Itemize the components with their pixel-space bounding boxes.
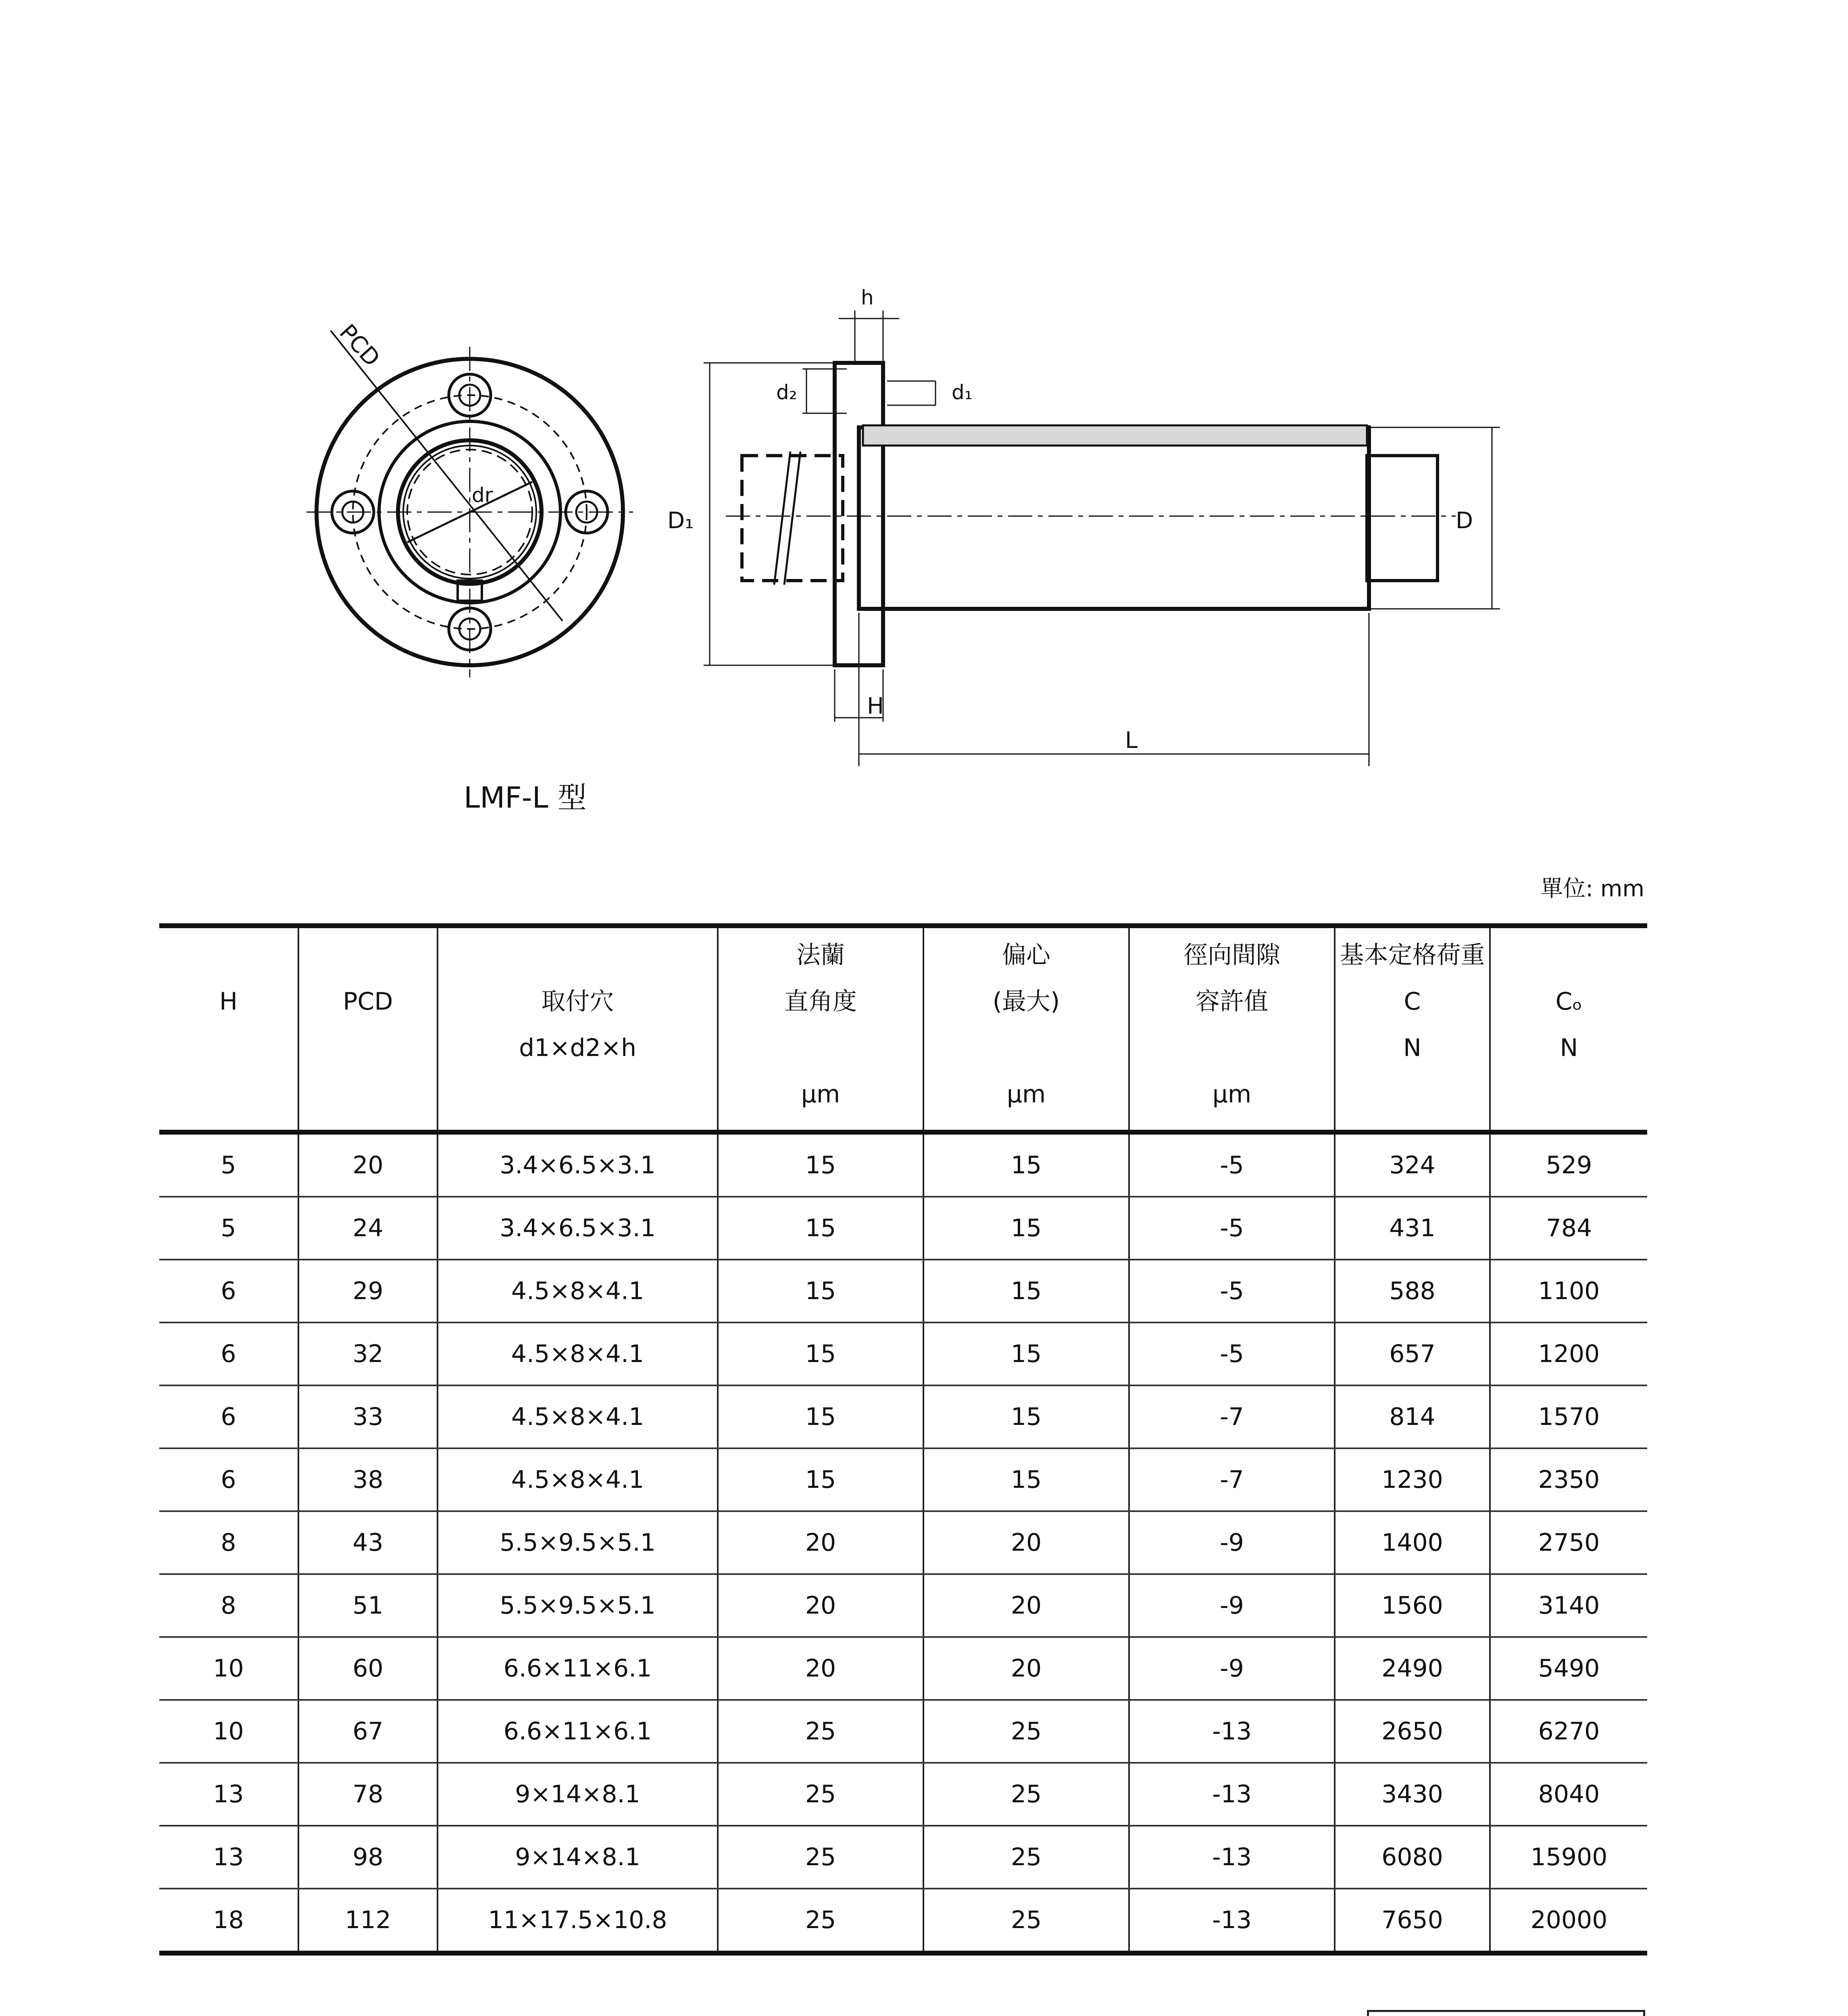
table-cell: -5 [1129,1132,1335,1197]
table-cell: 5 [159,1132,298,1197]
table-cell: 2650 [1335,1700,1490,1763]
table-cell: 20 [718,1511,923,1574]
table-cell: 15 [718,1260,923,1322]
table-cell: 588 [1335,1260,1490,1322]
column-header [159,926,298,1132]
header-text: 直角度 [784,987,857,1016]
table-cell: 1230 [1335,1448,1490,1511]
table-cell: 1560 [1335,1574,1490,1637]
table-cell: 20 [718,1574,923,1637]
table-cell: 98 [298,1826,438,1889]
H-label: H [867,693,884,719]
table-cell: 8 [159,1574,298,1637]
table-cell: 324 [1335,1132,1490,1197]
header-text: (最大) [992,987,1060,1016]
D1-label: D₁ [667,508,694,534]
table-cell: 25 [923,1889,1129,1953]
table-row [159,1889,1647,1953]
technical-drawings [0,0,1848,887]
table-cell: 1400 [1335,1511,1490,1574]
table-cell: -5 [1129,1260,1335,1322]
column-header [438,926,718,1132]
table-cell: 60 [298,1637,438,1700]
table-header [159,926,1647,1132]
header-text [1491,932,1647,979]
table-row [159,1132,1647,1197]
table-cell: 4.5×8×4.1 [438,1260,718,1322]
table-cell: 15 [923,1385,1129,1448]
header-text [438,932,717,979]
table-row [159,1763,1647,1826]
table-cell: 13 [159,1763,298,1826]
h-label: h [861,286,874,309]
table-cell: 112 [298,1889,438,1953]
table-row [159,1826,1647,1889]
table-cell: 15 [718,1385,923,1448]
table-cell: 51 [298,1574,438,1637]
table-row [159,1574,1647,1637]
table-cell: 814 [1335,1385,1490,1448]
table-cell: 25 [718,1889,923,1953]
table-cell: 20 [923,1637,1129,1700]
table-cell: 25 [718,1700,923,1763]
table-cell: 20 [718,1637,923,1700]
table-cell: 1570 [1490,1385,1647,1448]
table-cell: 15 [923,1260,1129,1322]
table-cell: 15 [718,1448,923,1511]
L-label: L [1125,727,1138,754]
dr-label: dr [472,483,493,507]
table-cell: 9×14×8.1 [438,1763,718,1826]
column-header [923,926,1129,1132]
table-cell: 20 [923,1574,1129,1637]
side-view-drawing [704,310,1500,766]
table-cell: 5.5×9.5×5.1 [438,1511,718,1574]
table-row [159,1511,1647,1574]
D-label: D [1456,508,1473,534]
table-cell: 15 [718,1132,923,1197]
table-cell: 13 [159,1826,298,1889]
table-cell: 6270 [1490,1700,1647,1763]
table-cell: 10 [159,1700,298,1763]
table-cell: 6 [159,1260,298,1322]
header-text: 偏心 [1002,941,1050,969]
table-cell: 5.5×9.5×5.1 [438,1574,718,1637]
table-cell: -9 [1129,1511,1335,1574]
table-cell: 6 [159,1448,298,1511]
table-cell: 25 [923,1826,1129,1889]
table-row [159,1322,1647,1385]
table-cell: 25 [923,1763,1129,1826]
table-cell: -7 [1129,1385,1335,1448]
table-cell: -13 [1129,1826,1335,1889]
column-header [1335,926,1490,1132]
header-text: 取付穴 [541,987,614,1016]
table-cell: -5 [1129,1322,1335,1385]
table-cell: 67 [298,1700,438,1763]
table-cell: -9 [1129,1637,1335,1700]
table-cell: 10 [159,1637,298,1700]
table-cell: 1200 [1490,1322,1647,1385]
header-text: 基本定格荷重 [1340,941,1485,969]
table-cell: 3430 [1335,1763,1490,1826]
table-row [159,1637,1647,1700]
table-cell: 20 [298,1132,438,1197]
table-row [159,1260,1647,1322]
column-header [298,926,438,1132]
table-cell: 8040 [1490,1763,1647,1826]
table-cell: 2490 [1335,1637,1490,1700]
column-header [1490,926,1647,1132]
table-cell: 784 [1490,1197,1647,1260]
table-cell: -5 [1129,1197,1335,1260]
table-cell: 78 [298,1763,438,1826]
table-cell: 1100 [1490,1260,1647,1322]
header-text: d1×d2×h [519,1034,637,1062]
column-header [1129,926,1335,1132]
header-text [159,932,298,979]
header-text: C [1404,987,1421,1016]
table-row [159,1700,1647,1763]
d2-label: d₂ [776,381,797,404]
header-text [924,1025,1128,1071]
table-cell: 43 [298,1511,438,1574]
table-cell: 38 [298,1448,438,1511]
pcd-label: PCD [334,319,385,372]
header-text: H [219,987,238,1016]
table-cell: 29 [298,1260,438,1322]
table-cell: 15 [923,1197,1129,1260]
unit-note: 單位: mm [1540,876,1644,902]
table-cell: 32 [298,1322,438,1385]
header-text: 法蘭 [796,941,845,969]
table-cell: 6.6×11×6.1 [438,1700,718,1763]
table-cell: 3140 [1490,1574,1647,1637]
table-cell: 25 [923,1700,1129,1763]
header-text: PCD [343,987,393,1016]
table-cell: 15 [923,1322,1129,1385]
spec-table [159,923,1647,1956]
column-header [718,926,923,1132]
header-row [159,926,1647,1132]
table-cell: 6 [159,1322,298,1385]
table-cell: 24 [298,1197,438,1260]
header-text: N [1403,1034,1421,1062]
table-cell: 5490 [1490,1637,1647,1700]
table-cell: 25 [718,1763,923,1826]
table-cell: 15 [718,1322,923,1385]
table-cell: 657 [1335,1322,1490,1385]
table-row [159,1197,1647,1260]
table-body [159,1132,1647,1953]
header-text: μm [801,1080,840,1108]
header-text: N [1560,1034,1578,1062]
table-cell: 9×14×8.1 [438,1826,718,1889]
table-cell: 529 [1490,1132,1647,1197]
header-text: 容許值 [1196,987,1268,1016]
table-cell: 15900 [1490,1826,1647,1889]
table-cell: 18 [159,1889,298,1953]
figure-caption: LMF-L 型 [464,781,587,814]
front-view-drawing [306,331,633,677]
table-cell: 15 [718,1197,923,1260]
table-cell: -9 [1129,1574,1335,1637]
header-text [1130,1025,1334,1071]
table-cell: 6 [159,1385,298,1448]
table-cell: 4.5×8×4.1 [438,1448,718,1511]
header-text: Cₒ [1555,987,1583,1016]
table-cell: 3.4×6.5×3.1 [438,1197,718,1260]
table-cell: 25 [718,1826,923,1889]
table-cell: 7650 [1335,1889,1490,1953]
table-cell: 2750 [1490,1511,1647,1574]
table-cell: -13 [1129,1700,1335,1763]
table-cell: 8 [159,1511,298,1574]
table-cell: 3.4×6.5×3.1 [438,1132,718,1197]
table-cell: 6.6×11×6.1 [438,1637,718,1700]
table-cell: 4.5×8×4.1 [438,1385,718,1448]
table-cell: 5 [159,1197,298,1260]
table-cell: 4.5×8×4.1 [438,1322,718,1385]
table-cell: 15 [923,1448,1129,1511]
table-cell: 15 [923,1132,1129,1197]
table-cell: 20 [923,1511,1129,1574]
table-row [159,1448,1647,1511]
header-text: 徑向間隙 [1183,941,1280,969]
table-cell: -13 [1129,1763,1335,1826]
table-cell: 33 [298,1385,438,1448]
header-text: μm [1212,1080,1252,1108]
d1-label: d₁ [952,381,973,404]
table-cell: 20000 [1490,1889,1647,1953]
table-cell: -13 [1129,1889,1335,1953]
header-text: μm [1006,1080,1046,1108]
table-cell: 431 [1335,1197,1490,1260]
table-cell: 6080 [1335,1826,1490,1889]
conversion-note [1367,2010,1645,2016]
table-row [159,1385,1647,1448]
table-cell: -7 [1129,1448,1335,1511]
header-text [299,932,437,979]
table-cell: 11×17.5×10.8 [438,1889,718,1953]
header-text [719,1025,923,1071]
table-cell: 2350 [1490,1448,1647,1511]
